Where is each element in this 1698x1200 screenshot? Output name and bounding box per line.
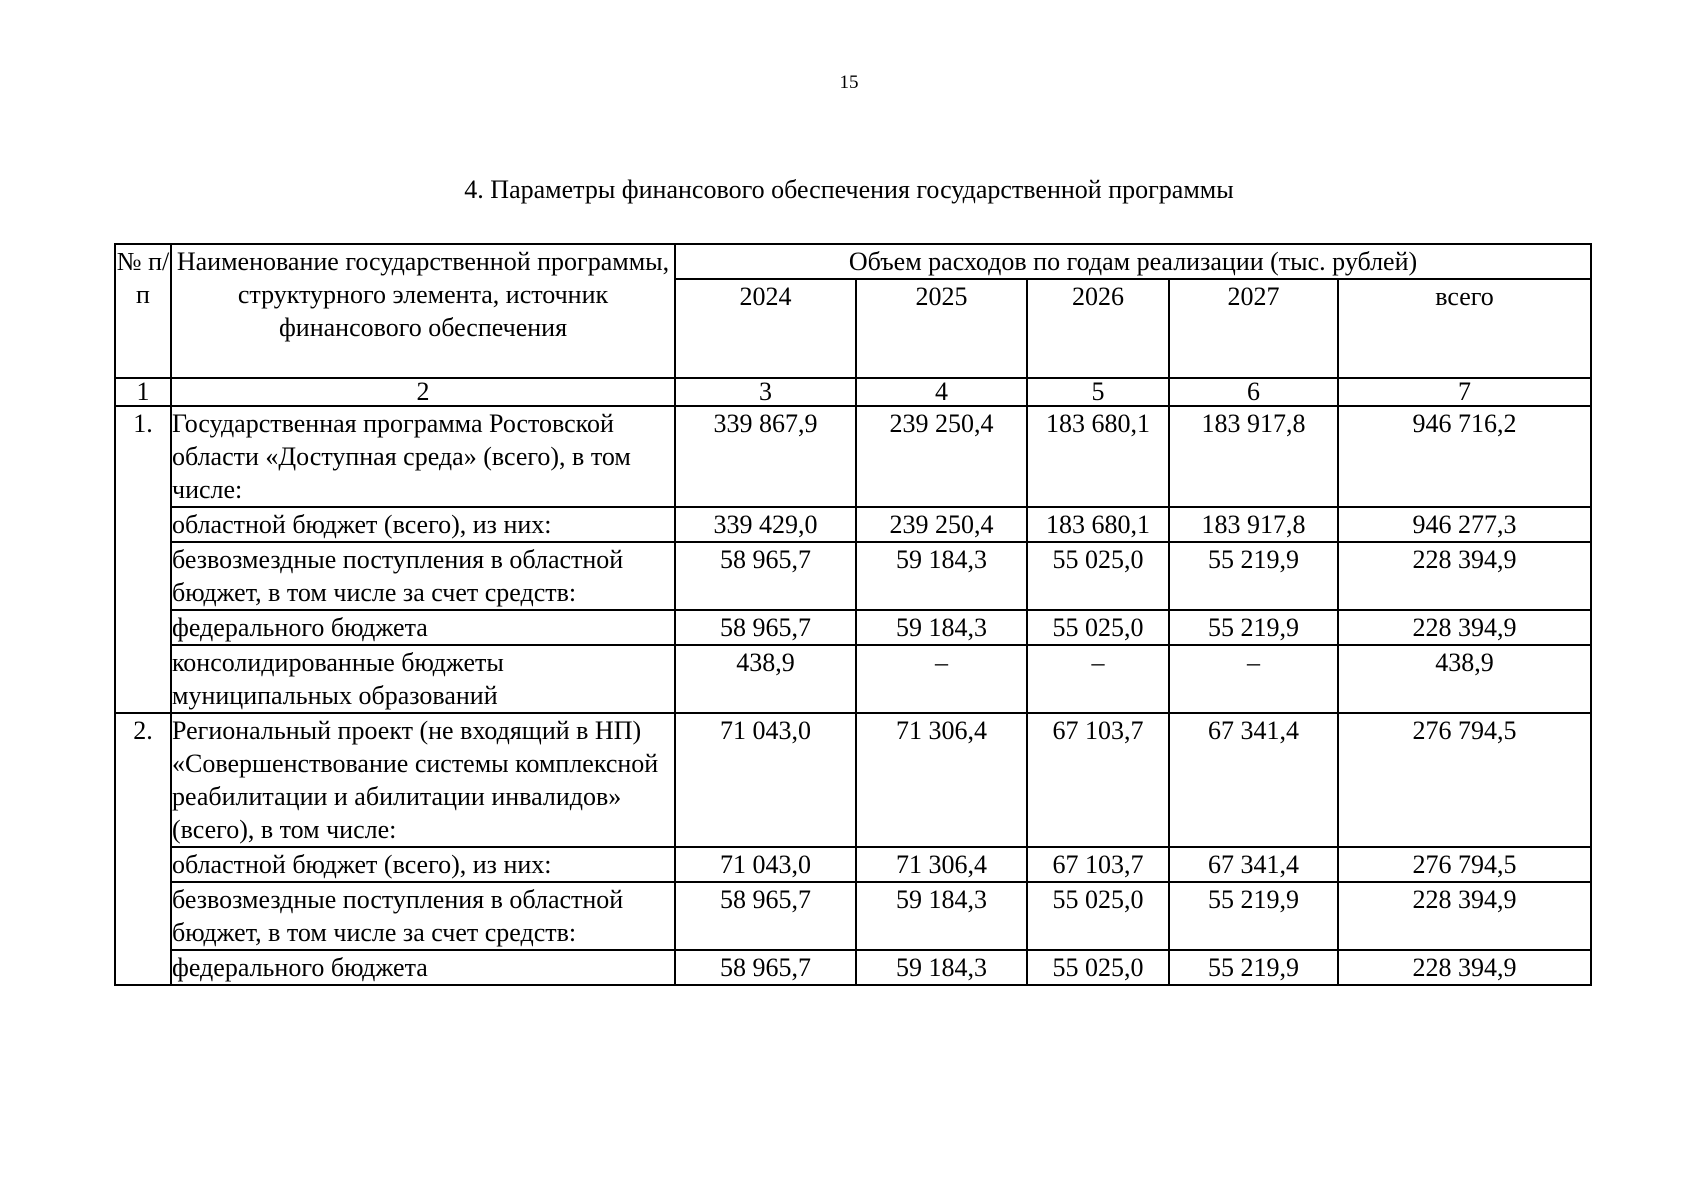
- table-row: [115, 406, 1591, 507]
- page-number: 15: [839, 72, 859, 93]
- table-row: [115, 882, 1591, 950]
- value-2027: 55 219,9: [1169, 610, 1338, 645]
- header-year-2025: 2025: [856, 279, 1027, 378]
- value-total: 228 394,9: [1338, 882, 1591, 950]
- table-row: [115, 847, 1591, 882]
- header-name: Наименование государственной программы, структурного элемента, источник финансового обеспечения: [171, 244, 675, 378]
- row-name: федерального бюджета: [171, 950, 675, 985]
- row-name: федерального бюджета: [171, 610, 675, 645]
- column-number: 5: [1027, 378, 1169, 406]
- value-2024: 71 043,0: [675, 847, 856, 882]
- value-2025: 239 250,4: [856, 507, 1027, 542]
- column-number: 1: [115, 378, 171, 406]
- header-year-2024: 2024: [675, 279, 856, 378]
- value-2026: 55 025,0: [1027, 950, 1169, 985]
- value-2026: 55 025,0: [1027, 610, 1169, 645]
- value-2024: 58 965,7: [675, 950, 856, 985]
- value-2024: 58 965,7: [675, 882, 856, 950]
- value-2026: 183 680,1: [1027, 406, 1169, 507]
- column-number: 3: [675, 378, 856, 406]
- row-name: консолидированные бюджеты муниципальных образований: [171, 645, 675, 713]
- value-2025: 239 250,4: [856, 406, 1027, 507]
- row-name: областной бюджет (всего), из них:: [171, 507, 675, 542]
- table-row: [115, 645, 1591, 713]
- value-2024: 71 043,0: [675, 713, 856, 847]
- value-2027: 183 917,8: [1169, 406, 1338, 507]
- table-row: [115, 713, 1591, 847]
- value-2025: 71 306,4: [856, 713, 1027, 847]
- row-name: безвозмездные поступления в областной бюджет, в том числе за счет средств:: [171, 542, 675, 610]
- value-2025: 59 184,3: [856, 610, 1027, 645]
- row-name: Государственная программа Ростовской области «Доступная среда» (всего), в том числе:: [171, 406, 675, 507]
- value-total: 438,9: [1338, 645, 1591, 713]
- value-total: 228 394,9: [1338, 542, 1591, 610]
- value-2024: 339 867,9: [675, 406, 856, 507]
- header-year-2026: 2026: [1027, 279, 1169, 378]
- value-2025: –: [856, 645, 1027, 713]
- value-2026: 183 680,1: [1027, 507, 1169, 542]
- column-numbers-row: [115, 378, 1591, 406]
- value-2027: 67 341,4: [1169, 847, 1338, 882]
- value-2027: 183 917,8: [1169, 507, 1338, 542]
- value-2026: 55 025,0: [1027, 542, 1169, 610]
- table-row: [115, 950, 1591, 985]
- header-num: № п/п: [115, 244, 171, 378]
- value-2026: –: [1027, 645, 1169, 713]
- value-2025: 59 184,3: [856, 950, 1027, 985]
- section-title: 4. Параметры финансового обеспечения государственной программы: [464, 175, 1234, 204]
- value-2024: 58 965,7: [675, 610, 856, 645]
- value-2025: 59 184,3: [856, 542, 1027, 610]
- column-number: 6: [1169, 378, 1338, 406]
- table-row: [115, 542, 1591, 610]
- column-number: 4: [856, 378, 1027, 406]
- value-2024: 339 429,0: [675, 507, 856, 542]
- value-total: 276 794,5: [1338, 713, 1591, 847]
- table-row: [115, 610, 1591, 645]
- value-2025: 71 306,4: [856, 847, 1027, 882]
- value-2024: 438,9: [675, 645, 856, 713]
- value-2026: 67 103,7: [1027, 847, 1169, 882]
- row-number: 1.: [115, 406, 171, 713]
- column-number: 7: [1338, 378, 1591, 406]
- header-row-1: [115, 244, 1591, 279]
- value-2027: –: [1169, 645, 1338, 713]
- value-2026: 67 103,7: [1027, 713, 1169, 847]
- row-name: Региональный проект (не входящий в НП) «Совершенствование системы комплексной реабилитации и абилитации инвалидов» (всего), в том числе:: [171, 713, 675, 847]
- table-row: [115, 507, 1591, 542]
- value-total: 946 277,3: [1338, 507, 1591, 542]
- value-2024: 58 965,7: [675, 542, 856, 610]
- value-total: 946 716,2: [1338, 406, 1591, 507]
- row-name: безвозмездные поступления в областной бюджет, в том числе за счет средств:: [171, 882, 675, 950]
- row-number: 2.: [115, 713, 171, 985]
- value-2025: 59 184,3: [856, 882, 1027, 950]
- value-2027: 67 341,4: [1169, 713, 1338, 847]
- header-year-total: всего: [1338, 279, 1591, 378]
- value-2026: 55 025,0: [1027, 882, 1169, 950]
- header-volume: Объем расходов по годам реализации (тыс. рублей): [675, 244, 1591, 279]
- value-total: 276 794,5: [1338, 847, 1591, 882]
- row-name: областной бюджет (всего), из них:: [171, 847, 675, 882]
- value-2027: 55 219,9: [1169, 882, 1338, 950]
- value-total: 228 394,9: [1338, 950, 1591, 985]
- value-2027: 55 219,9: [1169, 542, 1338, 610]
- column-number: 2: [171, 378, 675, 406]
- value-total: 228 394,9: [1338, 610, 1591, 645]
- financing-table: [114, 243, 1592, 986]
- value-2027: 55 219,9: [1169, 950, 1338, 985]
- header-year-2027: 2027: [1169, 279, 1338, 378]
